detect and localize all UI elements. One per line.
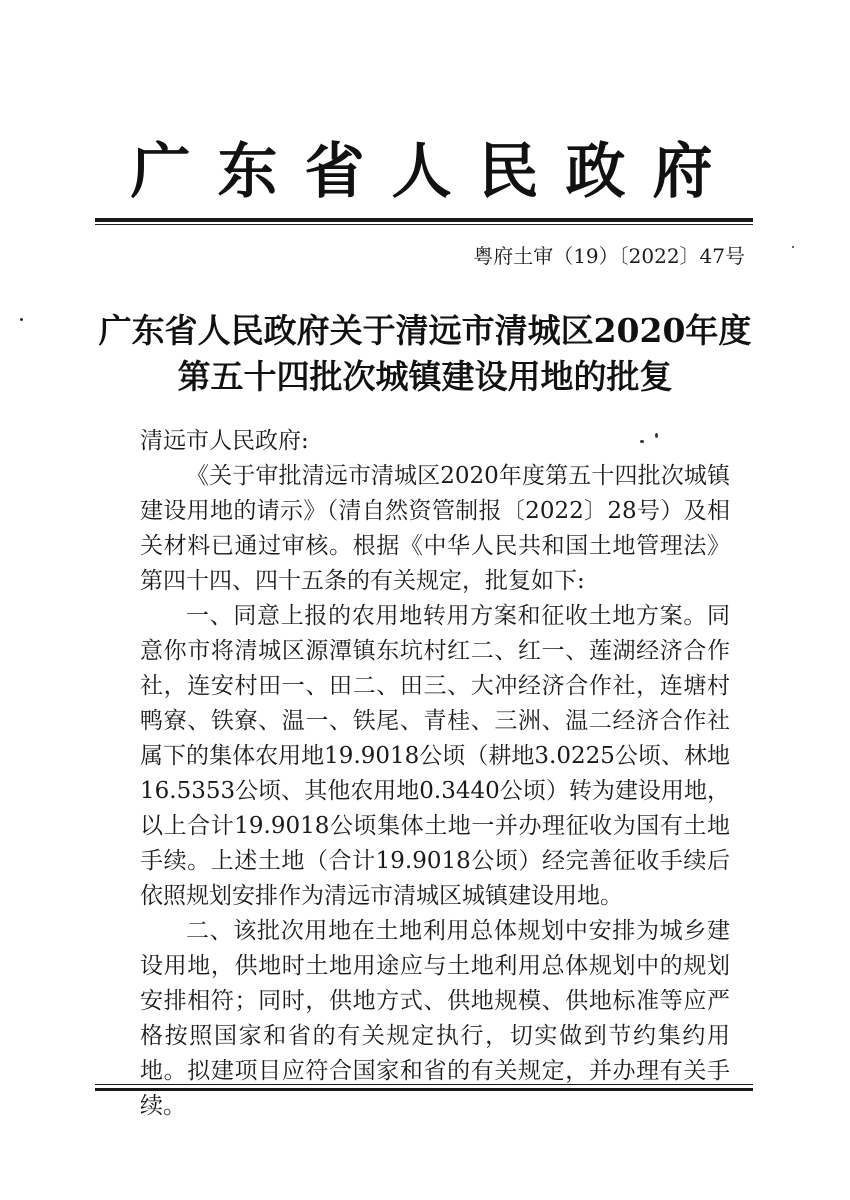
paragraph-intro: 《关于审批清远市清城区2020年度第五十四批次城镇建设用地的请示》（清自然资管制报〔2022〕28号）及相关材料已通过审核。根据《中华人民共和国土地管理法》第四十四、四十五条的有关规定，批复如下: bbox=[140, 463, 730, 594]
scan-speck bbox=[20, 318, 23, 321]
scan-speck bbox=[655, 433, 658, 438]
document-title-line-2: 第五十四批次城镇建设用地的批复 bbox=[177, 357, 673, 396]
header-divider-thick bbox=[95, 218, 753, 222]
footer-divider-thick bbox=[95, 1088, 753, 1091]
addressee: 清远市人民政府: bbox=[140, 428, 309, 454]
header-divider-thin bbox=[95, 224, 753, 225]
document-body bbox=[140, 424, 730, 1124]
document-title bbox=[0, 308, 850, 400]
scan-speck bbox=[792, 246, 794, 248]
paragraph-item-2: 二、该批次用地在土地利用总体规划中安排为城乡建设用地，供地时土地用途应与土地利用总体规划中的规划安排相符；同时，供地方式、供地规模、供地标准等应严格按照国家和省的有关规定执行，切实做到节约集约用地。拟建项目应符合国家和省的有关规定，并办理有关手续。 bbox=[140, 918, 730, 1119]
document-title-line-1: 广东省人民政府关于清远市清城区2020年度 bbox=[98, 311, 752, 350]
scan-speck bbox=[640, 440, 644, 443]
issuer-header: 广东省人民政府 bbox=[130, 137, 740, 207]
document-number: 粤府土审（19）〔2022〕47号 bbox=[473, 244, 745, 268]
paragraph-item-1: 一、同意上报的农用地转用方案和征收土地方案。同意你市将清城区源潭镇东坑村红二、红一、莲湖经济合作社，连安村田一、田二、田三、大冲经济合作社，连塘村鸭寮、铁寮、温一、铁尾、青桂、三洲、温二经济合作社属下的集体农用地19.9018公顷（耕地3.0225公顷、林地16.5353公顷、其他农用地0.3440公顷）转为建设用地，以上合计19.9018公顷集体土地一并办理征收为国有土地手续。上述土地（合计19.9018公顷）经完善征收手续后依照规划安排作为清远市清城区城镇建设用地。 bbox=[140, 603, 730, 909]
footer-divider-thin bbox=[95, 1084, 753, 1085]
